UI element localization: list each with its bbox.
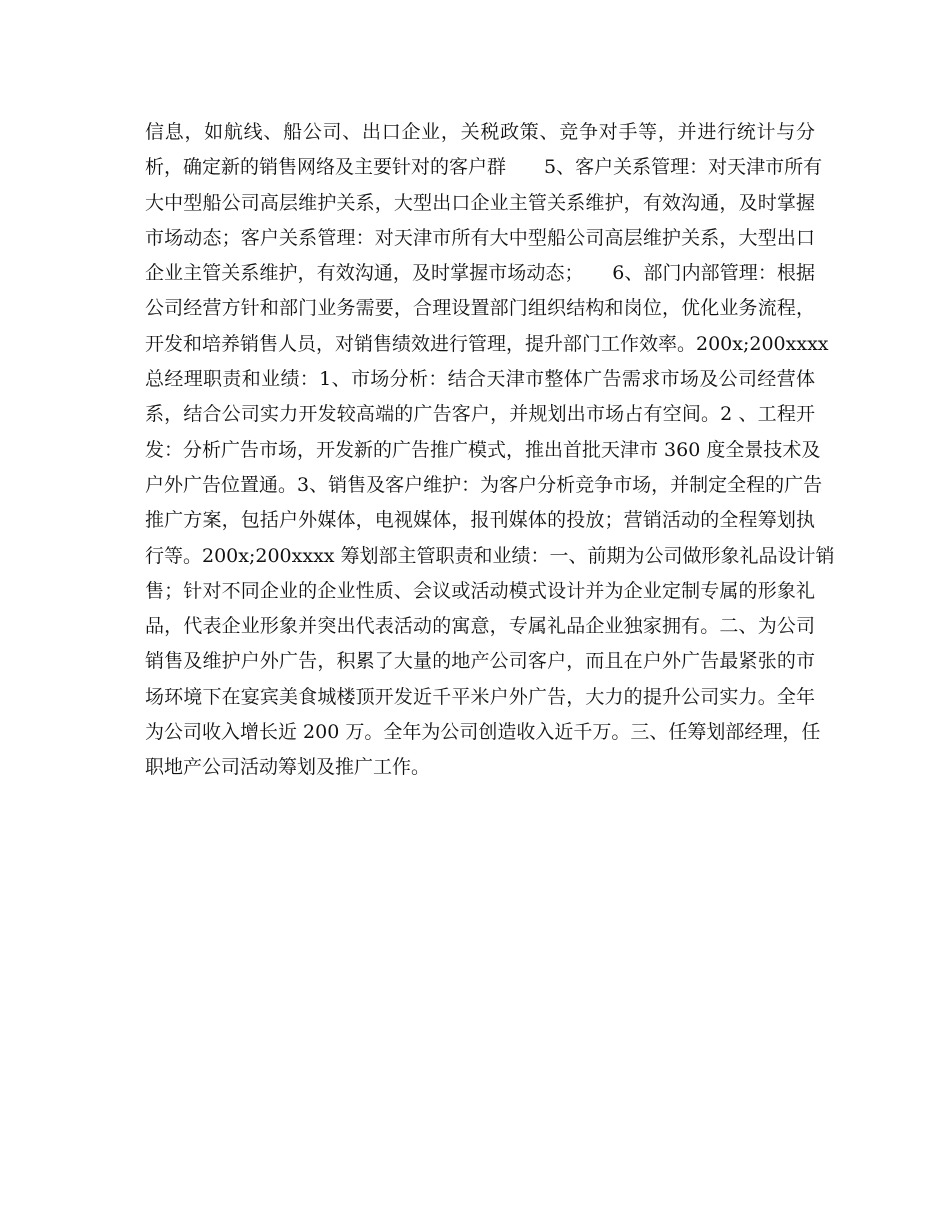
text-line: 开发和培养销售人员，对销售绩效进行管理，提升部门工作效率。200x;200xxxx — [145, 332, 829, 355]
text-line: 信息，如航线、船公司、出口企业，关税政策、竞争对手等，并进行统计与分 — [145, 121, 815, 143]
text-line: 户外广告位置通。3、销售及客户维护：为客户分析竞争市场，并制定全程的广告 — [145, 473, 823, 496]
text-line: 析，确定新的销售网络及主要针对的客户群 5、客户关系管理：对天津市所有 — [145, 156, 823, 179]
text-line: 发：分析广告市场，开发新的广告推广模式，推出首批天津市 360 度全景技术及 — [145, 438, 821, 461]
text-line: 系，结合公司实力开发较高端的广告客户，并规划出市场占有空间。2 、工程开 — [145, 403, 815, 426]
text-line: 销售及维护户外广告，积累了大量的地产公司客户，而且在户外广告最紧张的市 — [145, 650, 815, 673]
text-line: 职地产公司活动筹划及推广工作。 — [145, 756, 431, 779]
text-line: 场环境下在宴宾美食城楼顶开发近千平米户外广告，大力的提升公司实力。全年 — [145, 685, 815, 708]
text-line: 企业主管关系维护，有效沟通，及时掌握市场动态； 6、部门内部管理：根据 — [145, 262, 815, 285]
text-line: 市场动态；客户关系管理：对天津市所有大中型船公司高层维护关系，大型出口 — [145, 226, 815, 249]
text-line: 公司经营方针和部门业务需要，合理设置部门组织结构和岗位，优化业务流程， — [145, 297, 815, 320]
text-line: 行等。200x;200xxxx 筹划部主管职责和业绩：一、前期为公司做形象礼品设计销 — [145, 544, 835, 567]
text-line: 为公司收入增长近 200 万。全年为公司创造收入近千万。三、任筹划部经理，任 — [145, 721, 821, 744]
text-line: 售；针对不同企业的企业性质、会议或活动模式设计并为企业定制专属的形象礼 — [145, 579, 815, 602]
text-line: 总经理职责和业绩：1、市场分析：结合天津市整体广告需求市场及公司经营体 — [145, 368, 815, 391]
body-text — [145, 115, 835, 786]
text-line: 品，代表企业形象并突出代表活动的寓意，专属礼品企业独家拥有。二、为公司 — [145, 615, 815, 638]
text-line: 推广方案，包括户外媒体，电视媒体，报刊媒体的投放；营销活动的全程筹划执 — [145, 509, 815, 532]
text-line: 大中型船公司高层维护关系，大型出口企业主管关系维护，有效沟通，及时掌握 — [145, 191, 815, 214]
